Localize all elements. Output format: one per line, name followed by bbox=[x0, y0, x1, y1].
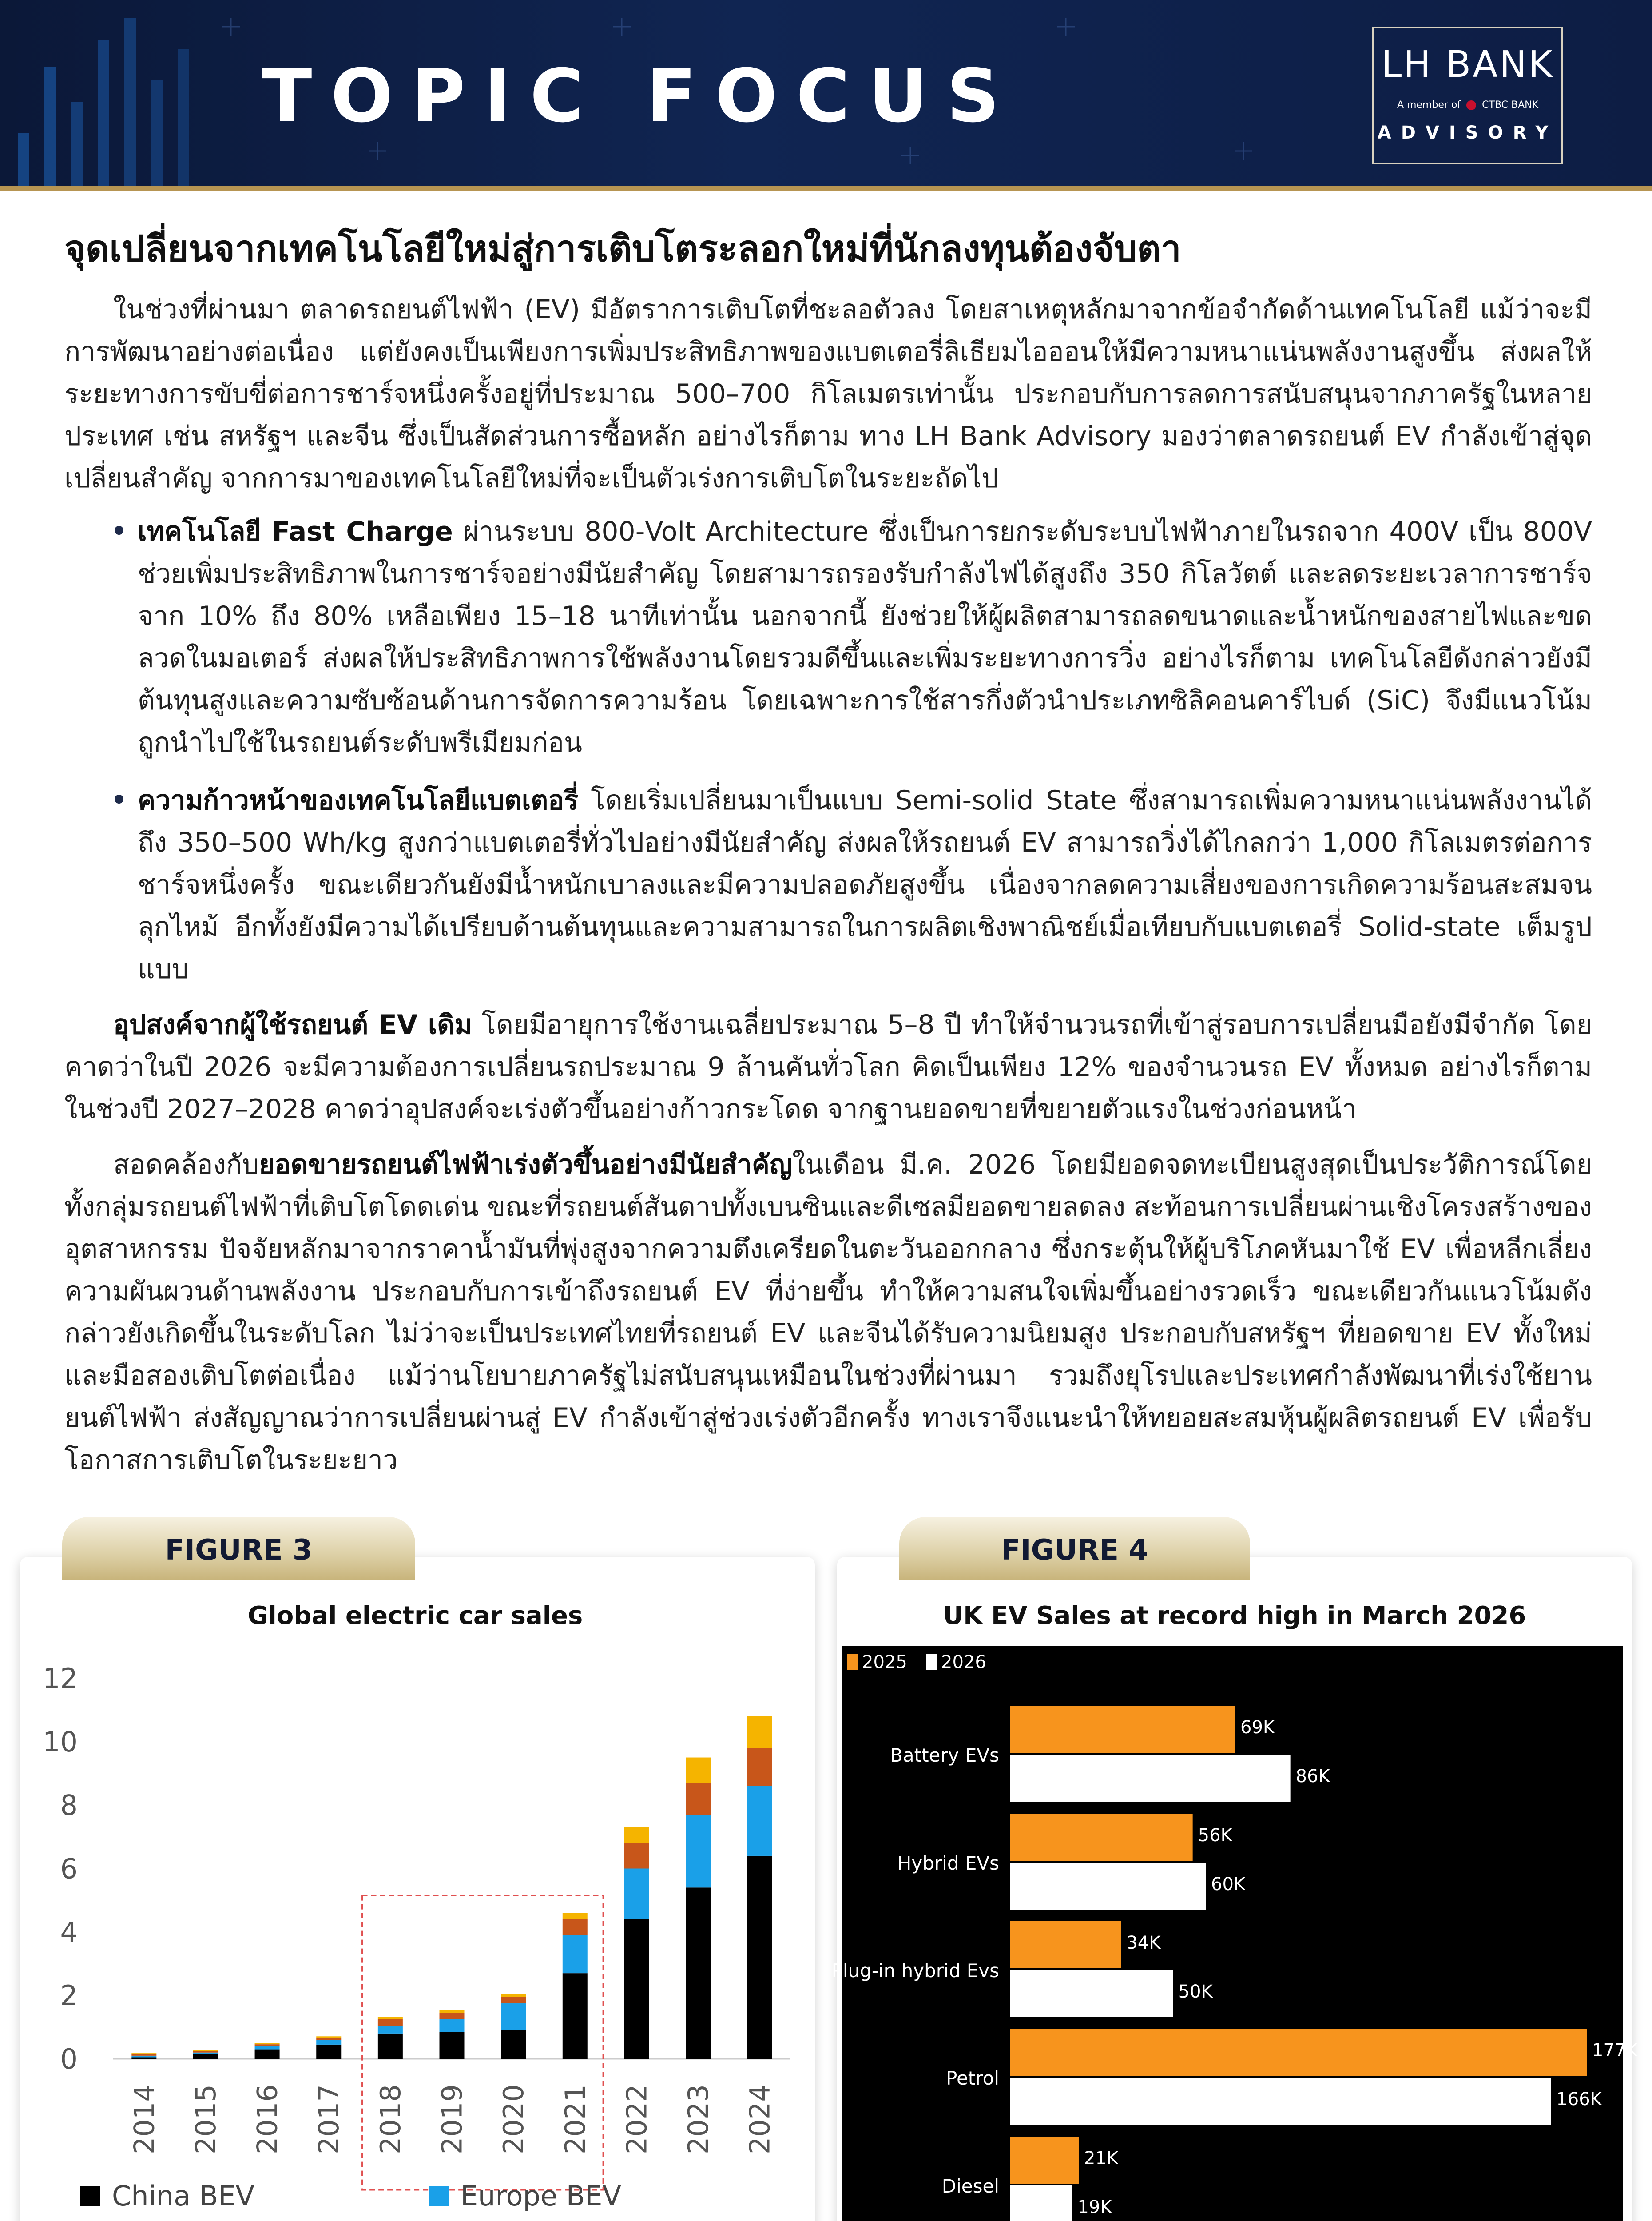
bullet-fast-charge-body: ผ่านระบบ 800-Volt Architecture ซึ่งเป็นการยกระดับระบบไฟฟ้าภายในรถจาก 400V เป็น 800V ช่วยเพิ่มประสิทธิภาพในการชาร์จอย่างมีนัยสำคัญ โดยสามารถรองรับกำลังไฟได้สูงถึง 350 กิโลวัตต์ และลดระยะเวลาการชาร์จจาก 10% ถึง 80% เหลือเพียง 15–18 นาทีเท่านั้น นอกจากนี้ ยังช่วยให้ผู้ผลิตสามารถลดขนาดและน้ำหนักของสายไฟและขดลวดในมอเตอร์ ส่งผลให้ประสิทธิภาพการใช้พลังงานโดยรวมดีขึ้นและเพิ่มระยะทางการวิ่ง อย่างไรก็ตาม เทคโนโลยีดังกล่าวยังมีต้นทุนสูงและความซับซ้อนด้านการจัดการความร้อน โดยเฉพาะการใช้สารกึ่งตัวนำประเภทซิลิคอนคาร์ไบด์ (SiC) จึงมีแนวโน้มถูกนำไปใช้ในรถยนต์ระดับพรีเมียมก่อน bbox=[138, 516, 1592, 758]
bullet-icon bbox=[115, 795, 123, 804]
global-ev-sales-chart bbox=[27, 1644, 808, 2221]
bar-value-label: 177K bbox=[1592, 2040, 1638, 2061]
bar-segment-united-states-bev bbox=[563, 1919, 588, 1935]
logo-member-line bbox=[1374, 100, 1561, 111]
x-tick-label: 2014 bbox=[128, 2084, 161, 2154]
bullet-battery bbox=[138, 780, 1592, 991]
bar-segment-united-states-bev bbox=[131, 2054, 156, 2056]
bar-segment-china-bev bbox=[563, 1973, 588, 2059]
bar-value-label: 19K bbox=[1077, 2197, 1112, 2217]
category-label: Plug-in hybrid Evs bbox=[831, 1960, 999, 1982]
legend-swatch bbox=[80, 2186, 100, 2206]
bar-2025 bbox=[1010, 1706, 1235, 1753]
sales-paragraph bbox=[64, 1144, 1592, 1481]
y-tick-label: 4 bbox=[60, 1916, 78, 1949]
legend-swatch bbox=[926, 1654, 937, 1670]
bar-segment-rest-of-world-bev bbox=[255, 2043, 280, 2044]
bar-segment-china-bev bbox=[193, 2054, 218, 2059]
bar-segment-europe-bev bbox=[501, 2003, 526, 2030]
demand-paragraph bbox=[64, 1004, 1592, 1130]
legend-label: China BEV bbox=[112, 2180, 254, 2212]
bar-segment-united-states-bev bbox=[624, 1843, 649, 1868]
header-banner bbox=[0, 0, 1652, 191]
x-tick-label: 2021 bbox=[559, 2084, 592, 2154]
bullet-fast-charge-head: เทคโนโลยี Fast Charge bbox=[138, 516, 453, 547]
demand-body: โดยมีอายุการใช้งานเฉลี่ยประมาณ 5–8 ปี ทำให้จำนวนรถที่เข้าสู่รอบการเปลี่ยนมือยังมีจำกัด โดยคาดว่าในปี 2026 จะมีความต้องการเปลี่ยนรถประมาณ 9 ล้านคันทั่วโลก คิดเป็นเพียง 12% ของจำนวนรถ EV ทั้งหมด อย่างไรก็ตาม ในช่วงปี 2027–2028 คาดว่าอุปสงค์จะเร่งตัวขึ้นอย่างก้าวกระโดด จากฐานยอดขายที่ขยายตัวแรงในช่วงก่อนหน้า bbox=[64, 1009, 1592, 1125]
banner-title: TOPIC FOCUS bbox=[262, 53, 1018, 139]
bar-segment-rest-of-world-bev bbox=[563, 1913, 588, 1919]
legend-swatch bbox=[429, 2186, 449, 2206]
x-tick-label: 2018 bbox=[374, 2084, 407, 2154]
bar-segment-china-bev bbox=[316, 2045, 341, 2059]
y-tick-label: 0 bbox=[60, 2043, 78, 2075]
bar-segment-united-states-bev bbox=[501, 1997, 526, 2003]
bullet-battery-body: โดยเริ่มเปลี่ยนมาเป็นแบบ Semi-solid State ซึ่งสามารถเพิ่มความหนาแน่นพลังงานได้ถึง 350–500 Wh/kg สูงกว่าแบตเตอรี่ทั่วไปอย่างมีนัยสำคัญ ส่งผลให้รถยนต์ EV สามารถวิ่งได้ไกลกว่า 1,000 กิโลเมตรต่อการชาร์จหนึ่งครั้ง ขณะเดียวกันยังมีน้ำหนักเบาลงและมีความปลอดภัยสูงขึ้น เนื่องจากลดความเสี่ยงของการเกิดความร้อนสะสมจนลุกไหม้ อีกทั้งยังมีความได้เปรียบด้านต้นทุนและความสามารถในการผลิตเชิงพาณิชย์เมื่อเทียบกับแบตเตอรี่ Solid-state เต็มรูปแบบ bbox=[138, 785, 1592, 985]
uk-ev-sales-chart bbox=[831, 1646, 1638, 2221]
bar-segment-china-bev bbox=[440, 2032, 465, 2059]
x-tick-label: 2016 bbox=[251, 2084, 284, 2154]
sales-pre: สอดคล้องกับ bbox=[113, 1149, 259, 1180]
bar-2025 bbox=[1010, 2137, 1079, 2184]
bar-segment-china-bev bbox=[378, 2034, 403, 2059]
bar-segment-china-bev bbox=[624, 1919, 649, 2059]
logo-advisory: ADVISORY bbox=[1377, 123, 1558, 143]
bar-segment-europe-bev bbox=[440, 2019, 465, 2032]
bar-segment-united-states-bev bbox=[378, 2019, 403, 2026]
figure4-tab: FIGURE 4 bbox=[899, 1517, 1250, 1580]
bar-segment-europe-bev bbox=[686, 1815, 711, 1887]
bar-value-label: 50K bbox=[1178, 1982, 1213, 2002]
bullet-fast-charge bbox=[138, 511, 1592, 764]
intro-paragraph bbox=[64, 289, 1592, 500]
bullet-battery-head: ความก้าวหน้าของเทคโนโลยีแบตเตอรี่ bbox=[138, 785, 579, 816]
banner-gold-line bbox=[0, 186, 1652, 191]
x-tick-label: 2017 bbox=[313, 2084, 345, 2154]
bar-value-label: 60K bbox=[1211, 1874, 1246, 1895]
bar-value-label: 34K bbox=[1126, 1933, 1161, 1953]
category-label: Hybrid EVs bbox=[897, 1852, 999, 1874]
bar-2026 bbox=[1010, 1970, 1173, 2017]
intro-text: ในช่วงที่ผ่านมา ตลาดรถยนต์ไฟฟ้า (EV) มีอัตราการเติบโตที่ชะลอตัวลง โดยสาเหตุหลักมาจากข้อจำกัดด้านเทคโนโลยี แม้ว่าจะมีการพัฒนาอย่างต่อเนื่อง แต่ยังคงเป็นเพียงการเพิ่มประสิทธิภาพของแบตเตอรี่ลิเธียมไอออนให้มีความหนาแน่นพลังงานสูงขึ้น ส่งผลให้ระยะทางการขับขี่ต่อการชาร์จหนึ่งครั้งอยู่ที่ประมาณ 500–700 กิโลเมตรเท่านั้น ประกอบกับการลดการสนับสนุนจากภาครัฐในหลายประเทศ เช่น สหรัฐฯ และจีน ซึ่งเป็นสัดส่วนการซื้อหลัก อย่างไรก็ตาม ทาง LH Bank Advisory มองว่าตลาดรถยนต์ EV กำลังเข้าสู่จุดเปลี่ยนสำคัญ จากการมาของเทคโนโลยีใหม่ที่จะเป็นตัวเร่งการเติบโตในระยะถัดไป bbox=[64, 294, 1592, 494]
bar-segment-rest-of-world-bev bbox=[440, 2010, 465, 2013]
category-label: Petrol bbox=[946, 2067, 999, 2089]
bar-value-label: 86K bbox=[1295, 1766, 1330, 1787]
bar-2026 bbox=[1010, 1755, 1291, 1802]
bullet-icon bbox=[115, 526, 123, 535]
demand-head: อุปสงค์จากผู้ใช้รถยนต์ EV เดิม bbox=[113, 1009, 472, 1040]
y-tick-label: 2 bbox=[60, 1979, 78, 2012]
bar-segment-europe-bev bbox=[255, 2046, 280, 2049]
category-label: Diesel bbox=[941, 2175, 999, 2197]
legend-label: Europe BEV bbox=[461, 2180, 621, 2212]
figure4-chart-title: UK EV Sales at record high in March 2026 bbox=[943, 1601, 1526, 1630]
bar-segment-china-bev bbox=[255, 2050, 280, 2059]
y-tick-label: 10 bbox=[43, 1725, 78, 1758]
bar-segment-united-states-bev bbox=[747, 1748, 772, 1786]
bar-segment-china-bev bbox=[131, 2057, 156, 2059]
bar-segment-rest-of-world-bev bbox=[316, 2036, 341, 2038]
bar-segment-china-bev bbox=[686, 1887, 711, 2059]
bar-segment-europe-bev bbox=[378, 2026, 403, 2034]
bar-segment-rest-of-world-bev bbox=[686, 1758, 711, 1783]
bar-segment-rest-of-world-bev bbox=[193, 2050, 218, 2051]
bar-segment-europe-bev bbox=[563, 1935, 588, 1973]
legend-swatch bbox=[847, 1654, 858, 1670]
figure3-tab: FIGURE 3 bbox=[62, 1517, 415, 1580]
y-tick-label: 8 bbox=[60, 1789, 78, 1822]
article-title: จุดเปลี่ยนจากเทคโนโลยีใหม่สู่การเติบโตระลอกใหม่ที่นักลงทุนต้องจับตา bbox=[64, 228, 1181, 270]
x-tick-label: 2020 bbox=[497, 2084, 530, 2154]
x-tick-label: 2015 bbox=[189, 2084, 222, 2154]
sales-body: ในเดือน มี.ค. 2026 โดยมียอดจดทะเบียนสูงสุดเป็นประวัติการณ์โดยทั้งกลุ่มรถยนต์ไฟฟ้าที่เติบโตโดดเด่น ขณะที่รถยนต์สันดาปทั้งเบนซินและดีเซลมียอดขายลดลง สะท้อนการเปลี่ยนผ่านเชิงโครงสร้างของอุตสาหกรรม ปัจจัยหลักมาจากราคาน้ำมันที่พุ่งสูงจากความตึงเครียดในตะวันออกกลาง ซึ่งกระตุ้นให้ผู้บริโภคหันมาใช้ EV เพื่อหลีกเลี่ยงความผันผวนด้านพลังงาน ประกอบกับการเข้าถึงรถยนต์ EV ที่ง่ายขึ้น ทำให้ความสนใจเพิ่มขึ้นอย่างรวดเร็ว ขณะเดียวกันแนวโน้มดังกล่าวยังเกิดขึ้นในระดับโลก ไม่ว่าจะเป็นประเทศไทยที่รถยนต์ EV และจีนได้รับความนิยมสูง ประกอบกับสหรัฐฯ ที่ยอดขาย EV ทั้งใหม่และมือสองเติบโตต่อเนื่อง แม้ว่านโยบายภาครัฐไม่สนับสนุนเหมือนในช่วงที่ผ่านมา รวมถึงยุโรปและประเทศกำลังพัฒนาที่เร่งใช้ยานยนต์ไฟฟ้า ส่งสัญญาณว่าการเปลี่ยนผ่านสู่ EV กำลังเข้าสู่ช่วงเร่งตัวอีกครั้ง ทางเราจึงแนะนำให้ทยอยสะสมหุ้นผู้ผลิตรถยนต์ EV เพื่อรับโอกาสการเติบโตในระยะยาว bbox=[64, 1149, 1592, 1476]
logo-partner-text: CTBC BANK bbox=[1482, 100, 1539, 111]
legend-label: 2025 bbox=[862, 1652, 907, 1672]
bar-value-label: 21K bbox=[1084, 2148, 1119, 2169]
bar-segment-united-states-bev bbox=[440, 2013, 465, 2019]
bar-2025 bbox=[1010, 2029, 1587, 2076]
y-tick-label: 12 bbox=[43, 1662, 78, 1695]
bar-segment-europe-bev bbox=[316, 2040, 341, 2045]
bar-segment-united-states-bev bbox=[686, 1783, 711, 1815]
figure3-chart-title: Global electric car sales bbox=[247, 1601, 583, 1630]
logo-brand: LH BANK bbox=[1381, 44, 1554, 86]
x-tick-label: 2022 bbox=[620, 2084, 653, 2154]
bar-value-label: 56K bbox=[1198, 1825, 1232, 1846]
bar-segment-europe-bev bbox=[747, 1786, 772, 1856]
bar-segment-united-states-bev bbox=[255, 2044, 280, 2046]
y-tick-label: 6 bbox=[60, 1852, 78, 1885]
bar-segment-europe-bev bbox=[193, 2053, 218, 2054]
bar-segment-rest-of-world-bev bbox=[624, 1827, 649, 1843]
bar-2025 bbox=[1010, 1814, 1193, 1861]
category-label: Battery EVs bbox=[890, 1744, 999, 1766]
x-tick-label: 2024 bbox=[743, 2084, 776, 2154]
legend-label: 2026 bbox=[941, 1652, 986, 1672]
bar-segment-china-bev bbox=[501, 2030, 526, 2059]
bar-2026 bbox=[1010, 1863, 1206, 1910]
bar-segment-united-states-bev bbox=[316, 2038, 341, 2040]
logo-member-text: A member of bbox=[1397, 100, 1461, 111]
lh-bank-logo[interactable] bbox=[1372, 27, 1563, 164]
bar-2025 bbox=[1010, 1921, 1121, 1968]
bar-value-label: 166K bbox=[1556, 2089, 1602, 2110]
bar-segment-rest-of-world-bev bbox=[131, 2053, 156, 2054]
x-tick-label: 2023 bbox=[682, 2084, 715, 2154]
bar-segment-rest-of-world-bev bbox=[747, 1716, 772, 1748]
bar-segment-united-states-bev bbox=[193, 2051, 218, 2053]
bar-2026 bbox=[1010, 2078, 1551, 2125]
x-tick-label: 2019 bbox=[436, 2084, 469, 2154]
bar-segment-europe-bev bbox=[624, 1869, 649, 1919]
ctbc-logo-icon bbox=[1466, 100, 1476, 110]
bar-segment-rest-of-world-bev bbox=[378, 2017, 403, 2019]
sales-head: ยอดขายรถยนต์ไฟฟ้าเร่งตัวขึ้นอย่างมีนัยสำคัญ bbox=[259, 1149, 793, 1180]
bar-value-label: 69K bbox=[1240, 1717, 1275, 1738]
bar-segment-europe-bev bbox=[131, 2056, 156, 2058]
bar-segment-china-bev bbox=[747, 1856, 772, 2059]
bar-2026 bbox=[1010, 2185, 1072, 2221]
bar-segment-rest-of-world-bev bbox=[501, 1994, 526, 1997]
